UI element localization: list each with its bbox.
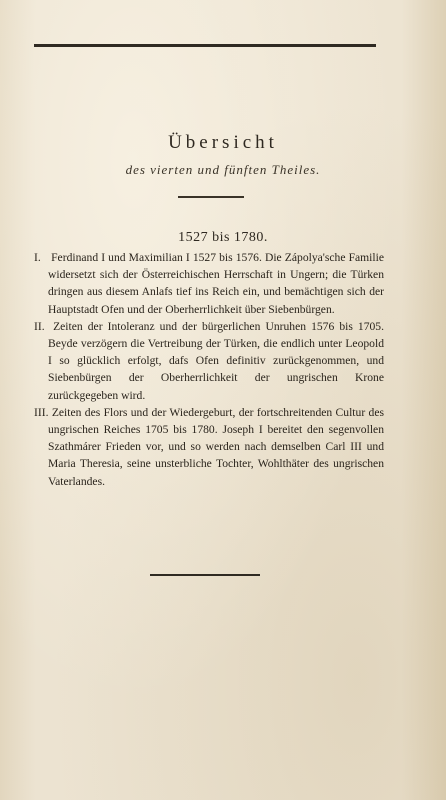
entry-text: Zeiten der Intoleranz und der bürgerlichen Unruhen 1576 bis 1705. Beyde verzögern die Vertreibung der Türken, die endlich unter Leopold I so glücklich erfolgt, dafs Ofen definitiv zurückgenommen, und Siebenbürgen der Oberherrlichkeit der ungrischen Krone zurückgegeben wird.	[48, 319, 385, 402]
overview-list	[34, 249, 384, 490]
bottom-rule	[150, 574, 260, 576]
overview-entry-1	[34, 249, 384, 318]
entry-number: I.	[34, 251, 41, 264]
page-title: Übersicht	[168, 132, 278, 153]
entry-text: Ferdinand I und Maximilian I 1527 bis 1576. Die Zápolya'sche Familie widersetzt sich der Österreichischen Herrschaft in Ungern; die Türken dringen aus diesem Anlafs tief ins Reich ein, und bemächtigen sich der Hauptstadt Ofen und der Oberherrlichkeit über Siebenbürgen.	[48, 251, 384, 316]
period-heading: 1527 bis 1780.	[178, 230, 268, 245]
title-divider	[178, 196, 244, 198]
entry-number: III.	[34, 405, 49, 419]
entry-number: II.	[34, 319, 45, 333]
top-rule	[34, 44, 376, 47]
page-subtitle: des vierten und fünften Theiles.	[125, 162, 321, 177]
overview-entry-3	[34, 404, 384, 490]
entry-text: Zeiten des Flors und der Wiedergeburt, der fortschreitenden Cultur des ungrischen Reiches 1705 bis 1780. Joseph I bereitet den segenvollen Szathmárer Frieden vor, und so werden nach demselben Carl III und Maria Theresia, seine unsterbliche Tochter, Wohlthäter des ungrischen Vaterlandes.	[48, 405, 384, 488]
overview-entry-2	[34, 318, 384, 404]
